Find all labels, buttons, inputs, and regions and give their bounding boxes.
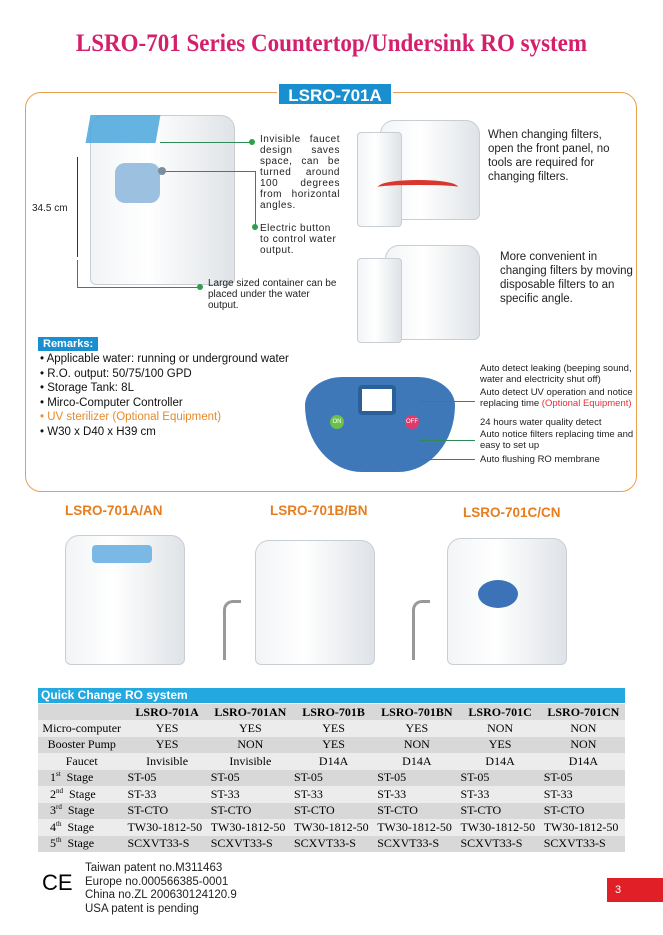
stage-number: 1	[50, 770, 56, 785]
column-header: LSRO-701C	[458, 704, 541, 720]
table-cell: ST-CTO	[209, 803, 292, 820]
leader-dot	[197, 284, 203, 290]
front-panel-callout: When changing filters, open the front panel, no tools are required for changing filters.	[488, 129, 610, 183]
faucet-d14a-image	[223, 600, 241, 660]
row-label	[38, 836, 125, 853]
stage-label: Stage	[66, 770, 94, 785]
faucet-image	[92, 545, 152, 563]
stage-label: Stage	[69, 786, 96, 801]
header-cell	[38, 704, 125, 720]
control-panel-image	[115, 163, 160, 203]
display-screen	[358, 385, 396, 415]
leader-line	[160, 142, 252, 143]
table-cell: ST-33	[458, 786, 541, 803]
table-cell: YES	[125, 720, 208, 737]
stage-number: 2	[50, 786, 56, 801]
table-cell: YES	[458, 737, 541, 754]
faucet-d14a-image	[412, 600, 430, 660]
patent-line: USA patent is pending	[85, 902, 199, 915]
table-cell: TW30-1812-50	[542, 819, 625, 836]
model-label-c: LSRO-701C/CN	[463, 505, 561, 520]
table-row	[38, 803, 625, 820]
table-row	[38, 770, 625, 787]
table-cell: ST-05	[375, 770, 458, 787]
electric-button-image	[158, 167, 166, 175]
table-cell: SCXVT33-S	[542, 836, 625, 853]
leader-line	[255, 171, 256, 226]
table-cell: ST-33	[542, 786, 625, 803]
logo-image	[478, 580, 518, 608]
height-dimension-line	[77, 157, 78, 257]
stage-suffix: th	[56, 836, 62, 845]
table-header-row	[38, 704, 625, 720]
button-callout: Electric button to control water output.	[260, 223, 337, 256]
optional-note: (Optional Equipment)	[541, 397, 632, 409]
stage-number: 4	[50, 819, 56, 834]
panel-feature: Auto detect leaking (beeping sound, water and electricity shut off)	[480, 363, 632, 385]
table-row	[38, 737, 625, 754]
table-row	[38, 786, 625, 803]
table-cell: YES	[125, 737, 208, 754]
table-row	[38, 819, 625, 836]
table-cell: ST-33	[125, 786, 208, 803]
stage-label: Stage	[67, 803, 95, 818]
table-cell: YES	[209, 720, 292, 737]
stage-number: 5	[50, 836, 56, 851]
leader-line	[420, 459, 475, 460]
row-label: Micro-computer	[38, 720, 125, 737]
table-cell: TW30-1812-50	[292, 819, 375, 836]
patent-line: Taiwan patent no.M311463	[85, 862, 223, 874]
remark-item: • UV sterilizer (Optional Equipment)	[40, 410, 289, 425]
ce-mark: CE	[42, 870, 73, 895]
model-badge: LSRO-701A	[277, 82, 393, 106]
remark-item: • Mirco-Computer Controller	[40, 396, 289, 411]
angle-callout: More convenient in changing filters by moving disposable filters to an specific angle.	[500, 251, 633, 305]
front-door-image	[357, 258, 402, 343]
stage-number: 3	[50, 803, 56, 818]
panel-feature: Auto flushing RO membrane	[480, 454, 600, 465]
row-label	[38, 819, 125, 836]
stage-suffix: st	[56, 770, 61, 779]
remark-item: • Storage Tank: 8L	[40, 381, 289, 396]
table-cell: SCXVT33-S	[209, 836, 292, 853]
stage-suffix: nd	[56, 786, 63, 795]
table-cell: TW30-1812-50	[375, 819, 458, 836]
table-cell: ST-05	[458, 770, 541, 787]
table-cell: NON	[458, 720, 541, 737]
row-label	[38, 803, 125, 820]
on-button: ON	[330, 415, 344, 429]
panel-feature	[480, 388, 635, 409]
table-cell: ST-33	[375, 786, 458, 803]
table-cell: ST-CTO	[375, 803, 458, 820]
leader-line	[77, 287, 199, 288]
table-cell: TW30-1812-50	[209, 819, 292, 836]
table-cell: D14A	[375, 753, 458, 770]
container-callout: Large sized container can be placed under the water output.	[208, 278, 337, 311]
product-image-b	[255, 540, 375, 665]
row-label	[38, 786, 125, 803]
table-cell: ST-CTO	[292, 803, 375, 820]
remarks-label: Remarks:	[38, 337, 98, 351]
stage-label: Stage	[67, 819, 95, 834]
patent-info	[85, 862, 237, 916]
table-cell: NON	[542, 737, 625, 754]
leader-line	[166, 171, 256, 172]
spec-table	[38, 704, 625, 852]
panel-feature-text: Auto detect UV operation and notice replacing time	[480, 387, 633, 409]
stage-suffix: rd	[56, 803, 62, 812]
faucet-callout: Invisible faucet design saves space, can be turned around 100 degrees from horizontal angles.	[260, 134, 340, 211]
page-title: LSRO-701 Series Countertop/Undersink RO system	[75, 30, 588, 57]
leader-dot	[252, 224, 258, 230]
panel-feature: 24 hours water quality detect	[480, 417, 602, 428]
table-cell: ST-33	[209, 786, 292, 803]
panel-feature: Auto notice filters replacing time and easy to set up	[480, 429, 634, 451]
row-label: Booster Pump	[38, 737, 125, 754]
table-cell: YES	[292, 737, 375, 754]
row-label	[38, 770, 125, 787]
remark-item: • Applicable water: running or underground water	[40, 352, 289, 367]
stage-label: Stage	[67, 836, 95, 851]
front-door-image	[357, 132, 402, 227]
table-cell: ST-CTO	[542, 803, 625, 820]
column-header: LSRO-701B	[292, 704, 375, 720]
row-label: Faucet	[38, 753, 125, 770]
table-cell: SCXVT33-S	[458, 836, 541, 853]
table-cell: D14A	[542, 753, 625, 770]
remarks-list	[40, 352, 289, 440]
table-title: Quick Change RO system	[38, 688, 625, 703]
table-cell: ST-33	[292, 786, 375, 803]
table-cell: D14A	[458, 753, 541, 770]
table-cell: ST-CTO	[458, 803, 541, 820]
arrow-icon	[378, 180, 458, 194]
remark-item: • R.O. output: 50/75/100 GPD	[40, 367, 289, 382]
column-header: LSRO-701A	[125, 704, 208, 720]
table-cell: YES	[375, 720, 458, 737]
table-cell: Invisible	[125, 753, 208, 770]
table-cell: ST-05	[292, 770, 375, 787]
table-row	[38, 753, 625, 770]
height-label: 34.5 cm	[32, 203, 68, 214]
table-cell: ST-05	[209, 770, 292, 787]
model-label-b: LSRO-701B/BN	[270, 503, 368, 518]
table-cell: TW30-1812-50	[125, 819, 208, 836]
off-button: OFF	[405, 415, 419, 429]
remark-item: • W30 x D40 x H39 cm	[40, 425, 289, 440]
leader-line	[420, 401, 475, 402]
column-header: LSRO-701CN	[542, 704, 625, 720]
table-cell: NON	[209, 737, 292, 754]
leader-line	[420, 440, 475, 441]
faucet-image	[86, 115, 161, 143]
table-cell: D14A	[292, 753, 375, 770]
table-cell: NON	[542, 720, 625, 737]
table-row	[38, 720, 625, 737]
column-header: LSRO-701BN	[375, 704, 458, 720]
table-cell: SCXVT33-S	[292, 836, 375, 853]
leader-dot	[249, 139, 255, 145]
patent-line: China no.ZL 200630124120.9	[85, 889, 237, 901]
patent-line: Europe no.000566385-0001	[85, 875, 229, 888]
table-cell: SCXVT33-S	[375, 836, 458, 853]
leader-line	[77, 260, 78, 287]
table-cell: NON	[375, 737, 458, 754]
model-label-a: LSRO-701A/AN	[65, 503, 163, 518]
table-cell: YES	[292, 720, 375, 737]
table-cell: ST-05	[542, 770, 625, 787]
table-cell: TW30-1812-50	[458, 819, 541, 836]
page-number: 3	[607, 878, 663, 902]
table-cell: ST-CTO	[125, 803, 208, 820]
table-cell: Invisible	[209, 753, 292, 770]
table-row	[38, 836, 625, 853]
table-cell: SCXVT33-S	[125, 836, 208, 853]
column-header: LSRO-701AN	[209, 704, 292, 720]
table-cell: ST-05	[125, 770, 208, 787]
stage-suffix: th	[56, 819, 62, 828]
